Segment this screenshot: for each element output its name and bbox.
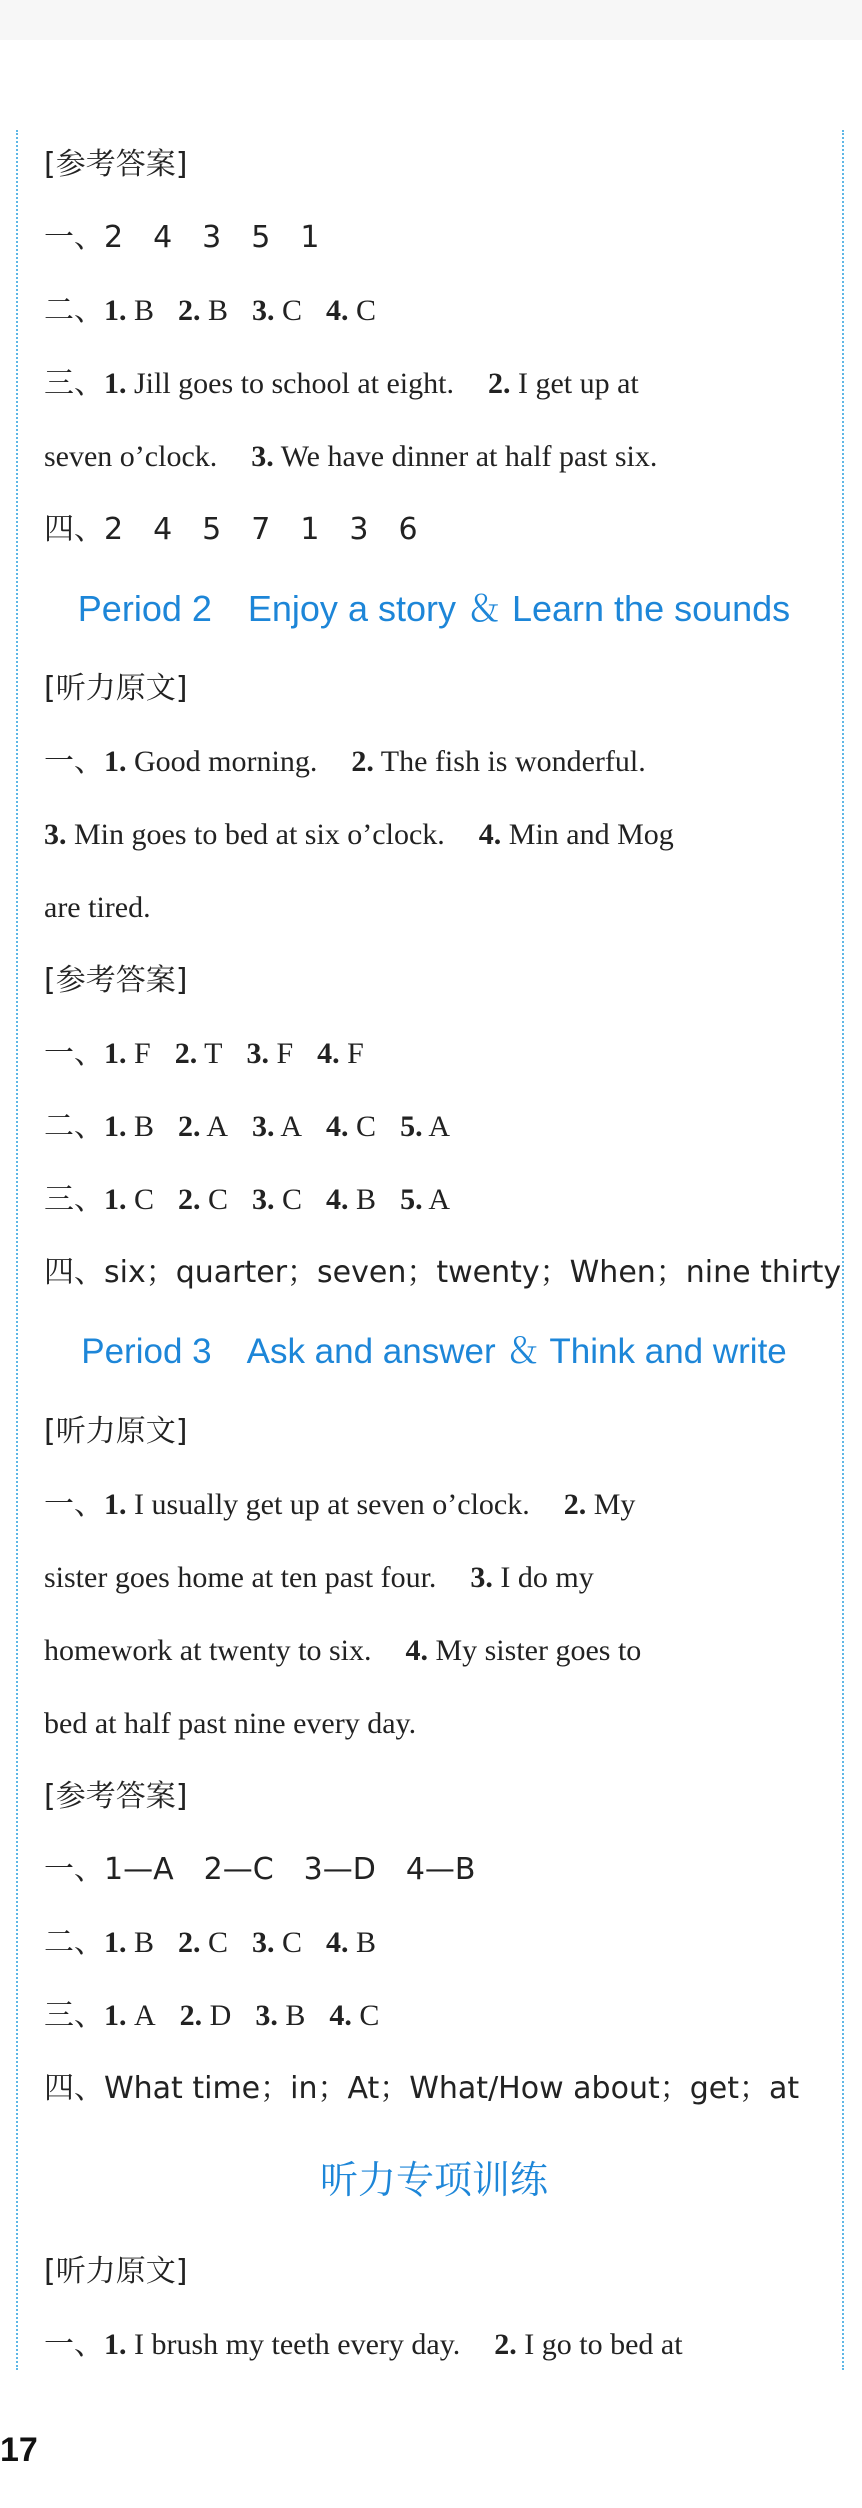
item-number: 3.	[470, 1561, 493, 1594]
answer-list	[104, 1999, 379, 2032]
item-number: 2.	[487, 367, 511, 400]
answer-line	[44, 274, 824, 347]
sentence: Min goes to bed at six o’clock.	[74, 818, 445, 851]
item-number: 4.	[317, 1037, 340, 1070]
script-line: bed at half past nine every day.	[44, 1707, 417, 1740]
answer-choice: B	[277, 1999, 306, 2032]
answer-choice: B	[348, 1183, 377, 1216]
answer-choice: B	[200, 294, 229, 327]
answer-line: 一、2 4 3 5 1	[44, 220, 320, 255]
script-line	[44, 1468, 824, 1541]
answer-choice: A	[200, 1110, 229, 1143]
item-number: 2.	[178, 1110, 201, 1143]
answer-choice: F	[126, 1037, 151, 1070]
script-line	[44, 2308, 824, 2381]
item-number: 4.	[326, 294, 349, 327]
sentence: My sister goes to	[435, 1634, 642, 1667]
listening-script-label: [听力原文]	[44, 671, 188, 706]
sentence: I go to bed at	[524, 2328, 683, 2361]
item-prefix: 二、	[44, 293, 104, 328]
script-line	[44, 1541, 824, 1614]
answer-choice: D	[202, 1999, 232, 2032]
item-number: 5.	[400, 1183, 423, 1216]
item-number: 3.	[252, 294, 275, 327]
item-number: 1.	[104, 1037, 127, 1070]
answer-line	[44, 1017, 824, 1090]
answer-line: 一、1—A 2—C 3—D 4—B	[44, 1852, 476, 1887]
answer-line	[44, 1090, 824, 1163]
item-number: 1.	[104, 1183, 127, 1216]
answer-list	[104, 1183, 450, 1216]
script-line	[44, 798, 824, 871]
answer-choice: A	[422, 1110, 451, 1143]
answer-choice: C	[351, 1999, 380, 2032]
period-2-heading: Period 2 Enjoy a story ＆ Learn the sounds	[77, 588, 791, 629]
answer-line	[44, 1163, 824, 1236]
item-number: 3.	[252, 1183, 275, 1216]
sentence: sister goes home at ten past four.	[44, 1561, 437, 1594]
item-number: 4.	[478, 818, 502, 851]
item-prefix: 一、	[44, 2327, 104, 2362]
listening-training-title: 听力专项训练	[319, 2158, 548, 2202]
sentence: I usually get up at seven o’clock.	[134, 1488, 530, 1521]
item-number: 2.	[174, 1037, 198, 1070]
answer-key-label: [参考答案]	[44, 1779, 188, 1814]
listening-script-label: [听力原文]	[44, 2254, 188, 2289]
answer-choice: A	[274, 1110, 303, 1143]
answer-line: 四、2 4 5 7 1 3 6	[44, 512, 418, 547]
item-number: 3.	[251, 440, 274, 473]
answer-choice: B	[126, 1110, 155, 1143]
answer-choice: C	[200, 1926, 229, 1959]
answer-choice: B	[348, 1926, 377, 1959]
item-number: 1.	[104, 745, 127, 778]
item-number: 4.	[329, 1999, 352, 2032]
sentence: Good morning.	[134, 745, 318, 778]
item-prefix: 三、	[44, 366, 104, 401]
sentence: I do my	[500, 1561, 594, 1594]
answer-choice: C	[126, 1183, 155, 1216]
item-number: 4.	[326, 1926, 349, 1959]
item-prefix: 一、	[44, 744, 104, 779]
sentence: Jill goes to school at eight.	[134, 367, 454, 400]
item-number: 3.	[246, 1037, 269, 1070]
item-number: 2.	[178, 1183, 201, 1216]
item-number: 2.	[351, 745, 374, 778]
answer-choice: C	[200, 1183, 229, 1216]
item-number: 3.	[44, 818, 67, 851]
item-number: 2.	[178, 294, 201, 327]
sentence: I brush my teeth every day.	[134, 2328, 461, 2361]
item-prefix: 三、	[44, 1998, 104, 2033]
answer-key-label: [参考答案]	[44, 963, 188, 998]
item-number: 5.	[400, 1110, 423, 1143]
item-number: 1.	[104, 367, 127, 400]
answer-list	[104, 1110, 450, 1143]
page-number: 17	[0, 2431, 38, 2469]
item-number: 4.	[326, 1110, 349, 1143]
answer-choice: B	[126, 1926, 155, 1959]
item-number: 3.	[252, 1110, 275, 1143]
item-number: 1.	[104, 1999, 127, 2032]
answer-line	[44, 420, 824, 493]
item-prefix: 二、	[44, 1925, 104, 1960]
sentence: seven o’clock.	[44, 440, 218, 473]
sentence: The fish is wonderful.	[380, 745, 646, 778]
answer-choice: C	[274, 294, 303, 327]
answer-choice: A	[126, 1999, 156, 2032]
answer-choice: A	[422, 1183, 451, 1216]
sentence: Min and Mog	[508, 818, 674, 851]
item-number: 3.	[252, 1926, 275, 1959]
answer-choice: C	[348, 294, 377, 327]
sentence: I get up at	[517, 367, 639, 400]
item-number: 3.	[255, 1999, 278, 2032]
script-line	[44, 725, 824, 798]
item-number: 1.	[104, 1488, 127, 1521]
item-number: 2.	[563, 1488, 587, 1521]
answer-content	[44, 128, 842, 2381]
item-number: 1.	[104, 1926, 127, 1959]
script-line: are tired.	[44, 891, 151, 924]
answer-choice: T	[197, 1037, 223, 1070]
item-number: 1.	[104, 2328, 127, 2361]
item-prefix: 一、	[44, 1487, 104, 1522]
answer-line	[44, 1906, 824, 1979]
answer-choice: C	[274, 1183, 303, 1216]
answer-list	[104, 1037, 364, 1070]
answer-key-label: [参考答案]	[44, 147, 188, 182]
page-top-margin	[0, 0, 862, 40]
item-number: 2.	[179, 1999, 203, 2032]
right-dotted-rule	[842, 130, 844, 2370]
answer-choice: C	[348, 1110, 377, 1143]
answer-line	[44, 1979, 824, 2052]
left-dotted-rule	[16, 130, 18, 2370]
item-number: 1.	[104, 1110, 127, 1143]
item-number: 4.	[405, 1634, 428, 1667]
item-number: 4.	[326, 1183, 349, 1216]
answer-line: 四、What time；in；At；What/How about；get；at	[44, 2071, 800, 2106]
answer-list	[104, 294, 376, 327]
sentence: My	[593, 1488, 636, 1521]
sentence: homework at twenty to six.	[44, 1634, 372, 1667]
script-line	[44, 1614, 824, 1687]
period-3-heading: Period 3 Ask and answer ＆ Think and write	[81, 1332, 787, 1371]
item-prefix: 一、	[44, 1036, 104, 1071]
item-prefix: 二、	[44, 1109, 104, 1144]
item-number: 2.	[494, 2328, 517, 2361]
answer-line	[44, 347, 824, 420]
answer-choice: C	[274, 1926, 303, 1959]
answer-choice: F	[268, 1037, 294, 1070]
item-number: 1.	[104, 294, 127, 327]
answer-line: 四、six；quarter；seven；twenty；When；nine thirty	[44, 1255, 842, 1290]
answer-choice: B	[126, 294, 155, 327]
sentence: We have dinner at half past six.	[280, 440, 658, 473]
listening-script-label: [听力原文]	[44, 1414, 188, 1449]
item-number: 2.	[178, 1926, 201, 1959]
answer-list	[104, 1926, 376, 1959]
answer-choice: F	[339, 1037, 364, 1070]
item-prefix: 三、	[44, 1182, 104, 1217]
